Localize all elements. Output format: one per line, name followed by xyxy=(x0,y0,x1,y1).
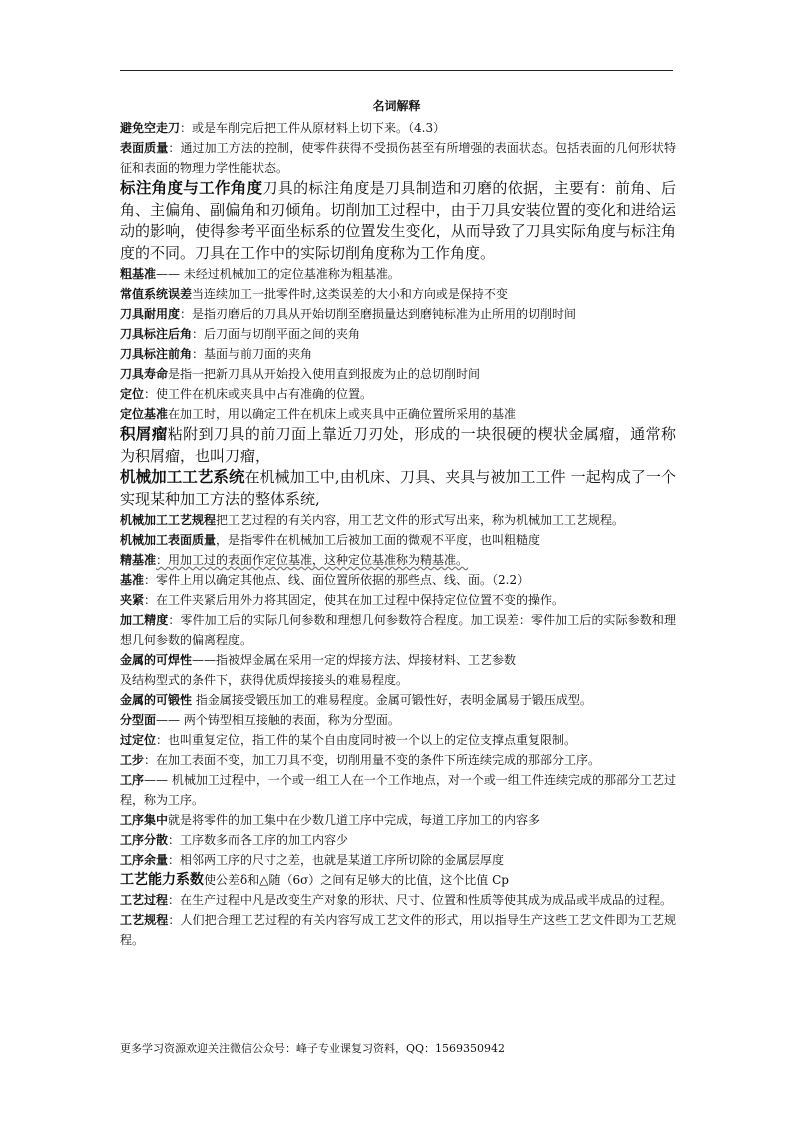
footer-note: 更多学习资源欢迎关注微信公众号：峰子专业课复习资料，QQ：1569350942 xyxy=(120,1042,506,1055)
entry-definition: ：零件上用以确定其他点、线、面位置所依据的那些点、线、面。（2.2） xyxy=(144,573,530,587)
entry-term: 标注角度与工作角度 xyxy=(120,179,263,197)
entry-term: 过定位 xyxy=(120,733,157,747)
glossary-entry xyxy=(120,770,676,810)
entry-term: 工序余量 xyxy=(120,853,169,867)
entry-term: 机械加工工艺系统 xyxy=(120,468,245,486)
glossary-entry xyxy=(120,530,676,550)
entry-definition: 当连续加工一批零件时,这类误差的大小和方向或是保持不变 xyxy=(192,287,508,301)
entry-definition: 粘附到刀具的前刀面上靠近刀刃处，形成的一块很硬的楔状金属瘤，通常称为积屑瘤，也叫刀瘤， xyxy=(120,425,676,465)
entry-definition: ：相邻两工序的尺寸之差，也就是某道工序所切除的金属层厚度 xyxy=(168,853,505,867)
glossary-entry xyxy=(120,590,676,610)
glossary-entry xyxy=(120,384,676,404)
entry-term: 精基准 xyxy=(120,553,157,567)
glossary-entry xyxy=(120,364,676,384)
entry-definition: 在加工时，用以确定工件在机床上或夹具中正确位置所采用的基准 xyxy=(168,407,517,421)
glossary-list xyxy=(120,118,676,950)
entry-definition: 使公差δ和△随（6σ）之间有足够大的比值，这个比值 Cp xyxy=(204,873,509,887)
entry-term: 分型面 xyxy=(120,713,157,727)
entry-definition: 刀具的标注角度是刀具制造和刃磨的依据，主要有：前角、后角、主偏角、副偏角和刃倾角。切削加工过程中，由于刀具安装位置的变化和进给运动的影响，使得参考平面坐标系的位置发生变化，从而导致了刀具实际角度与标注角度的不同。刀具在工作中的实际切削角度称为工作角度。 xyxy=(120,179,676,262)
entry-term: 工步 xyxy=(120,753,145,767)
entry-term: 加工精度 xyxy=(120,613,169,627)
entry-definition: ：后刀面与切削平面之间的夹角 xyxy=(192,327,361,341)
entry-term: 刀具耐用度 xyxy=(120,307,181,321)
glossary-entry-continuation xyxy=(120,670,676,690)
entry-term: 夹紧 xyxy=(120,593,145,607)
glossary-entry xyxy=(120,138,676,178)
entry-term: 表面质量 xyxy=(120,141,169,155)
entry-term: 金属的可焊性 xyxy=(120,653,193,667)
glossary-entry xyxy=(120,550,676,570)
glossary-entry xyxy=(120,730,676,750)
entry-term: 工序集中 xyxy=(120,813,169,827)
glossary-entry xyxy=(120,750,676,770)
entry-term: 粗基准 xyxy=(120,267,157,281)
glossary-entry xyxy=(120,344,676,364)
glossary-entry xyxy=(120,404,676,424)
entry-definition: ：或是车削完后把工件从原材料上切下来。（4.3） xyxy=(180,121,446,135)
entry-term: 工艺规程 xyxy=(120,913,169,927)
page-title: 名词解释 xyxy=(372,99,421,113)
entry-definition: ：使工件在机床或夹具中占有准确的位置。 xyxy=(144,387,373,401)
entry-definition: 就是将零件的加工集中在少数几道工序中完成，每道工序加工的内容多 xyxy=(168,813,541,827)
glossary-entry xyxy=(120,650,676,670)
entry-term: 积屑瘤 xyxy=(120,425,168,443)
entry-definition: 指金属接受锻压加工的难易程度。金属可锻性好，表明金属易于锻压成型。 xyxy=(192,693,592,707)
glossary-entry xyxy=(120,570,676,590)
glossary-entry xyxy=(120,830,676,850)
entry-definition: ：在加工表面不变，加工刀具不变，切削用量不变的条件下所连续完成的那部分工序。 xyxy=(144,753,601,767)
glossary-entry xyxy=(120,610,676,650)
entry-definition: 把工艺过程的有关内容，用工艺文件的形式写出来，称为机械加工工艺规程。 xyxy=(216,513,625,527)
glossary-entry xyxy=(120,284,676,304)
entry-definition: ：在工件夹紧后用外力将其固定，使其在加工过程中保持定位位置不变的操作。 xyxy=(144,593,565,607)
entry-term: 避免空走刀 xyxy=(120,121,181,135)
entry-term: 机械加工表面质量 xyxy=(120,533,217,547)
entry-definition: ：也叫重复定位，指工件的某个自由度同时被一个以上的定位支撑点重复限制。 xyxy=(156,733,577,747)
glossary-entry xyxy=(120,690,676,710)
entry-definition: —— 未经过机械加工的定位基准称为粗基准。 xyxy=(156,267,400,281)
glossary-entry xyxy=(120,304,676,324)
glossary-entry xyxy=(120,324,676,344)
entry-definition: ——指被焊金属在采用一定的焊接方法、焊接材料、工艺参数 xyxy=(192,653,517,667)
entry-term: 机械加工工艺规程 xyxy=(120,513,217,527)
glossary-entry xyxy=(120,710,676,730)
entry-term: 刀具寿命 xyxy=(120,367,169,381)
entry-term: 工艺能力系数 xyxy=(120,872,204,888)
glossary-entry xyxy=(120,850,676,870)
entry-definition: 在机械加工中,由机床、刀具、夹具与被加工工件 一起构成了一个实现某种加工方法的整体系统, xyxy=(120,468,676,508)
entry-term: 定位 xyxy=(120,387,145,401)
entry-term: 工序分散 xyxy=(120,833,169,847)
entry-term: 基准 xyxy=(120,573,145,587)
entry-term: 工序 xyxy=(120,773,145,787)
entry-definition: ：在生产过程中凡是改变生产对象的形状、尺寸、位置和性质等使其成为成品或半成品的过程。 xyxy=(168,893,673,907)
entry-term: 定位基准 xyxy=(120,407,169,421)
entry-term: 刀具标注前角 xyxy=(120,347,193,361)
entry-term: 工艺过程 xyxy=(120,893,169,907)
entry-term: 刀具标注后角 xyxy=(120,327,193,341)
glossary-entry xyxy=(120,178,676,264)
entry-definition: 及结构型式的条件下，获得优质焊接接头的难易程度。 xyxy=(120,673,409,687)
glossary-entry xyxy=(120,467,676,510)
entry-term: 常值系统误差 xyxy=(120,287,193,301)
entry-definition: ：是指刃磨后的刀具从开始切削至磨损量达到磨钝标准为止所用的切削时间 xyxy=(180,307,577,321)
glossary-entry xyxy=(120,118,676,138)
entry-definition: —— 两个铸型相互接触的表面，称为分型面。 xyxy=(156,713,400,727)
header-rule xyxy=(120,70,673,71)
entry-definition: ，是指零件在机械加工后被加工面的微观不平度，也叫粗糙度 xyxy=(216,533,541,547)
entry-definition: ：工序数多而各工序的加工内容少 xyxy=(168,833,349,847)
glossary-entry xyxy=(120,870,676,890)
glossary-entry xyxy=(120,424,676,467)
entry-definition: ：基面与前刀面的夹角 xyxy=(192,347,313,361)
entry-definition: ：用加工过的表面作定位基准，这种定位基准称为精基准。 xyxy=(156,553,469,567)
entry-definition: ：零件加工后的实际几何参数和理想几何参数符合程度。加工误差：零件加工后的实际参数和理想几何参数的偏离程度。 xyxy=(120,613,676,647)
glossary-entry xyxy=(120,890,676,910)
entry-term: 金属的可锻性 xyxy=(120,693,193,707)
entry-definition: ：人们把合理工艺过程的有关内容写成工艺文件的形式，用以指导生产这些工艺文件即为工艺规程。 xyxy=(120,913,676,947)
glossary-entry xyxy=(120,910,676,950)
glossary-entry xyxy=(120,264,676,284)
entry-definition: —— 机械加工过程中，一个或一组工人在一个工作地点，对一个或一组工件连续完成的那部分工艺过程，称为工序。 xyxy=(120,773,676,807)
glossary-entry xyxy=(120,810,676,830)
entry-definition: ：通过加工方法的控制，使零件获得不受损伤甚至有所增强的表面状态。包括表面的几何形状特征和表面的物理力学性能状态。 xyxy=(120,141,676,175)
glossary-entry xyxy=(120,510,676,530)
entry-definition: 是指一把新刀具从开始投入使用直到报废为止的总切削时间 xyxy=(168,367,481,381)
